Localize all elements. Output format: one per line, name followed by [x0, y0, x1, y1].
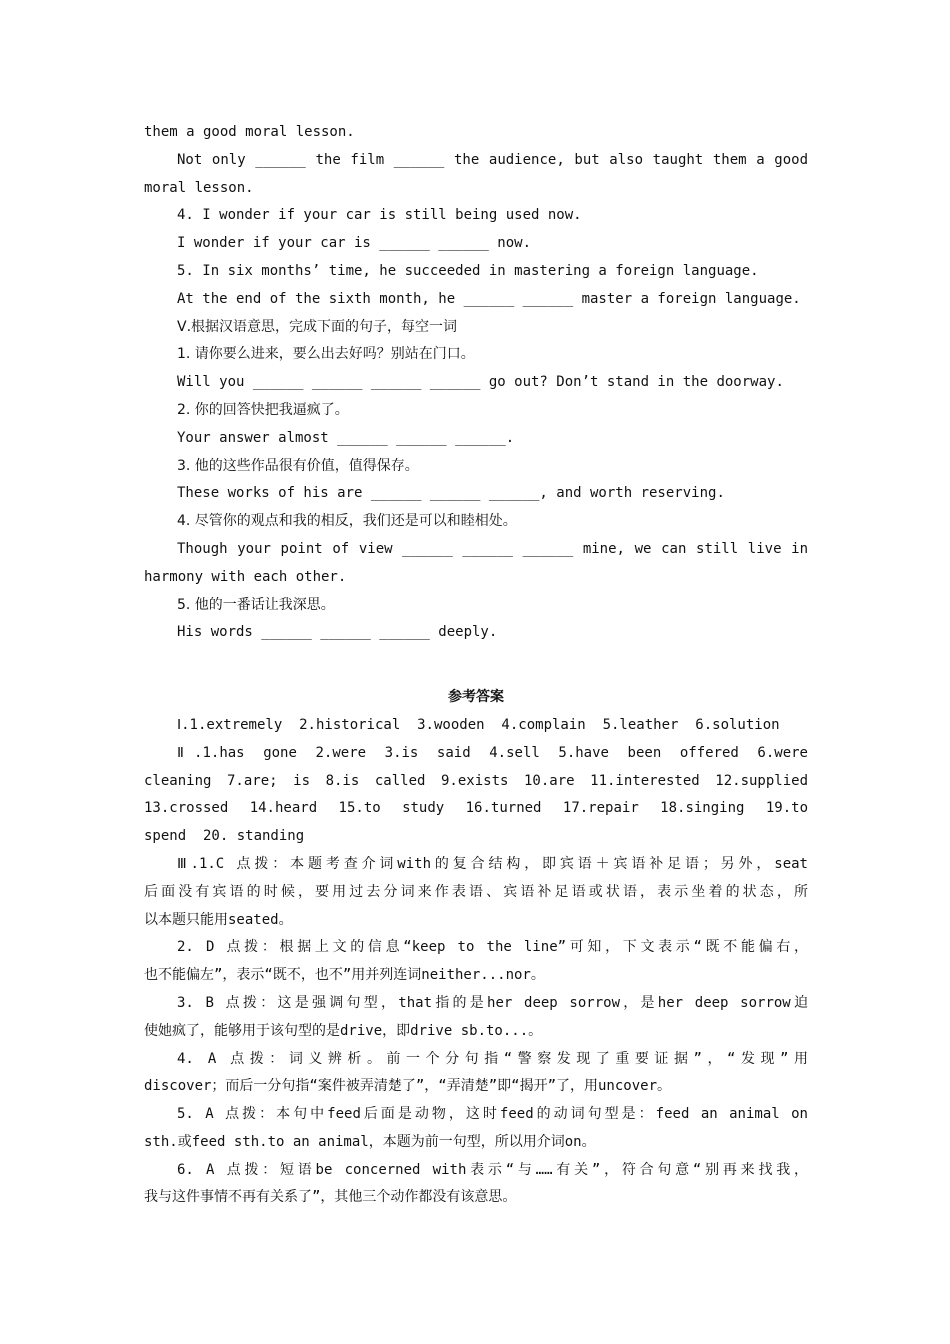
answers-title: 参考答案	[448, 689, 504, 706]
question-5-heading: 5. In six months’ time, he succeeded in mastering a foreign language.	[177, 262, 759, 279]
text-line: harmony with each other.	[144, 568, 347, 585]
section-v-heading: Ⅴ.根据汉语意思，完成下面的句子，每空一词	[177, 318, 458, 335]
text-line: 1. 请你要么进来，要么出去好吗？别站在门口。	[177, 346, 475, 363]
answer-line: sth.或feed sth.to an animal，本题为前一句型，所以用介词on。	[144, 1133, 596, 1150]
text-line: Though your point of view ______ ______ ______ mine, we can still live in	[177, 540, 808, 557]
answer-line: spend 20. standing	[144, 828, 305, 845]
question-4-heading: 4. I wonder if your car is still being used now.	[177, 207, 582, 224]
text-line: 3. 他的这些作品很有价值，值得保存。	[177, 457, 419, 474]
answer-line: 后面没有宾语的时候，要用过去分词来作表语、宾语补足语或状语，表示坐着的状态，所	[144, 883, 808, 900]
answer-line: 2. D 点拨：根据上文的信息“keep to the line”可知，下文表示“既不能偏右，	[177, 939, 808, 956]
answer-line: discover；而后一分句指“案件被弄清楚了”，“弄清楚”即“揭开”了，用uncover。	[144, 1078, 672, 1095]
answer-line: 也不能偏左”，表示“既不，也不”用并列连词neither...nor。	[144, 967, 545, 984]
text-line: moral lesson.	[144, 179, 254, 196]
answer-line: Ⅰ.1.extremely 2.historical 3.wooden 4.complain 5.leather 6.solution	[177, 716, 780, 733]
answer-line: 4. A 点拨：词义辨析。前一个分句指“警察发现了重要证据”，“发现”用	[177, 1050, 808, 1067]
answer-line: cleaning 7.are; is 8.is called 9.exists 10.are 11.interested 12.supplied	[144, 772, 808, 789]
document-content	[144, 119, 808, 1212]
answer-line: 我与这件事情不再有关系了”，其他三个动作都没有该意思。	[144, 1189, 517, 1206]
text-line: These works of his are ______ ______ ______, and worth reserving.	[177, 485, 725, 502]
answer-line: 3. B 点拨：这是强调句型，that指的是her deep sorrow，是her deep sorrow迫	[177, 994, 808, 1011]
text-line: 4. 尽管你的观点和我的相反，我们还是可以和睦相处。	[177, 513, 517, 530]
text-line: Will you ______ ______ ______ ______ go out? Don’t stand in the doorway.	[177, 374, 784, 391]
text-line: them a good moral lesson.	[144, 124, 355, 140]
answer-line: 使她疯了，能够用于该句型的是drive，即drive sb.to...。	[144, 1022, 543, 1039]
answer-line: 以本题只能用seated。	[144, 911, 293, 928]
text-line: Not only ______ the film ______ the audience, but also taught them a good	[177, 151, 808, 168]
answer-line: Ⅲ.1.C 点拨：本题考查介词with的复合结构，即宾语＋宾语补足语；另外，seat	[177, 855, 808, 872]
text-line: 5. 他的一番话让我深思。	[177, 596, 335, 613]
text-line: Your answer almost ______ ______ ______.	[177, 429, 515, 446]
text-line: His words ______ ______ ______ deeply.	[177, 624, 498, 641]
text-line: 2. 你的回答快把我逼疯了。	[177, 401, 349, 418]
answer-line: 5. A 点拨：本句中feed后面是动物，这时feed的动词句型是：feed an animal on	[177, 1106, 808, 1123]
text-line: I wonder if your car is ______ ______ now.	[177, 235, 532, 252]
text-line: At the end of the sixth month, he ______ ______ master a foreign language.	[177, 290, 801, 307]
answer-line: 6. A 点拨：短语be concerned with表示“与……有关”，符合句意“别再来找我，	[177, 1161, 808, 1178]
answer-line: Ⅱ.1.has gone 2.were 3.is said 4.sell 5.have been offered 6.were	[177, 744, 808, 761]
answer-line: 13.crossed 14.heard 15.to study 16.turned 17.repair 18.singing 19.to	[144, 800, 808, 817]
